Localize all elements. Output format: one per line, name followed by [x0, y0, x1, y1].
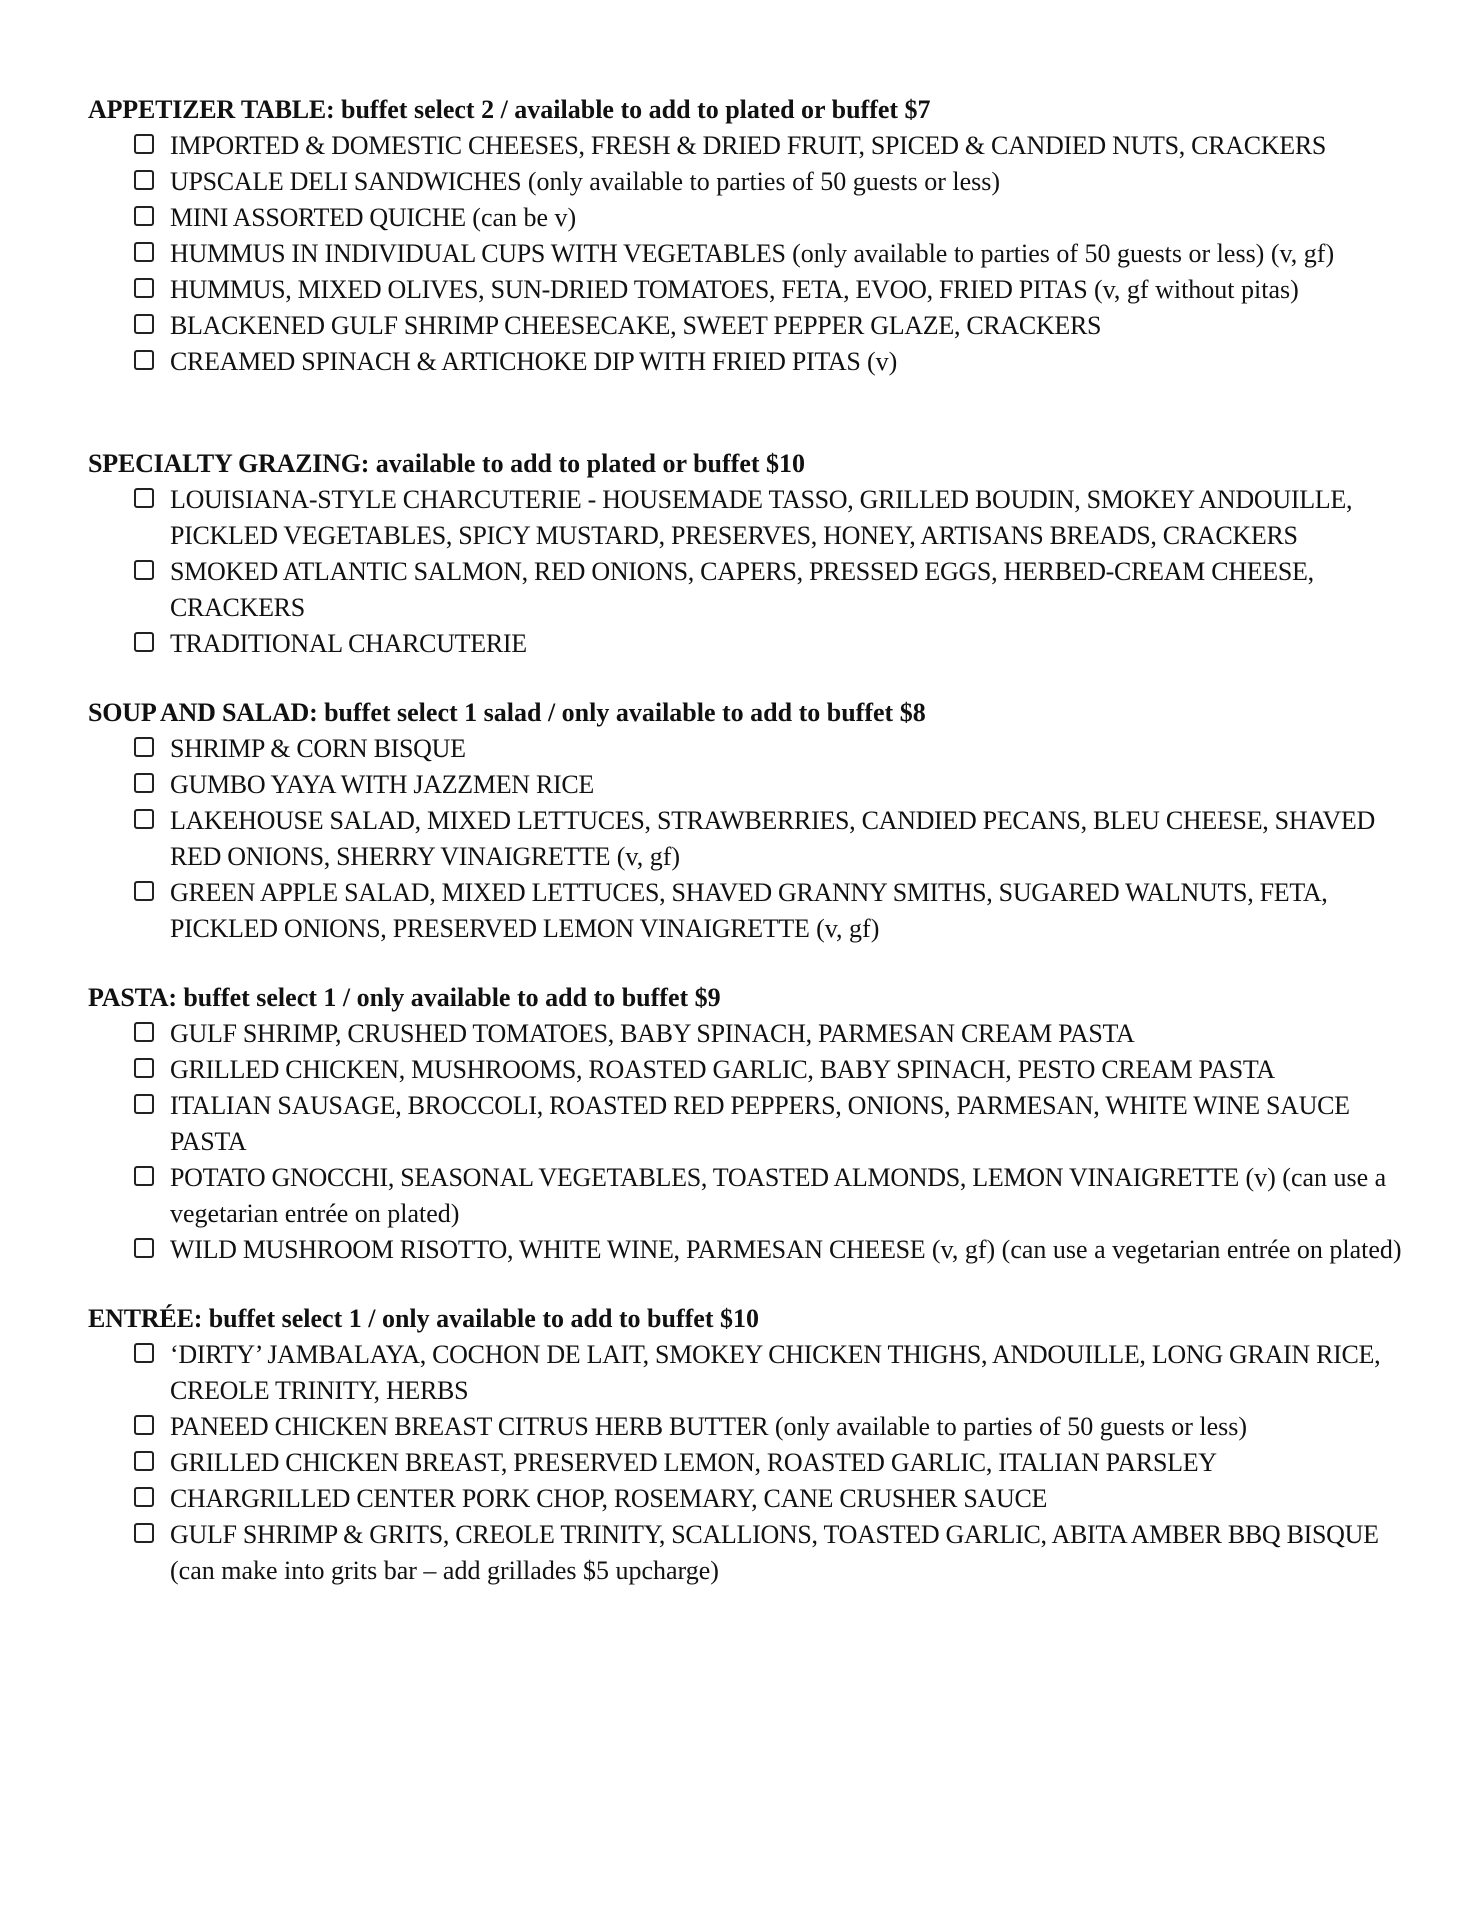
- item-name: GULF SHRIMP & GRITS, CREOLE TRINITY, SCALLIONS, TOASTED GARLIC, ABITA AMBER BBQ BISQUE: [170, 1520, 1379, 1549]
- spacer: [88, 947, 1418, 980]
- checkbox[interactable]: [134, 134, 154, 154]
- section-subtitle: buffet select 1 salad / only available to add to buffet $8: [317, 698, 926, 727]
- item-list: [88, 1016, 1418, 1268]
- menu-item: [134, 731, 1418, 767]
- item-name: PANEED CHICKEN BREAST CITRUS HERB BUTTER: [170, 1412, 769, 1441]
- section-title: SPECIALTY GRAZING:: [88, 449, 370, 478]
- checkbox[interactable]: [134, 1166, 154, 1186]
- item-name: POTATO GNOCCHI, SEASONAL VEGETABLES, TOASTED ALMONDS, LEMON VINAIGRETTE: [170, 1163, 1239, 1192]
- item-name: LAKEHOUSE SALAD, MIXED LETTUCES, STRAWBERRIES, CANDIED PECANS, BLEU CHEESE, SHAVED RED ONIONS, SHERRY VINAIGRETTE: [170, 806, 1375, 871]
- section-subtitle: available to add to plated or buffet $10: [369, 449, 806, 478]
- section-appetizer-table: [88, 92, 1418, 380]
- checkbox[interactable]: [134, 206, 154, 226]
- menu-item: [134, 1481, 1418, 1517]
- menu-item: [134, 236, 1418, 272]
- menu-item: [134, 164, 1418, 200]
- item-name: HUMMUS, MIXED OLIVES, SUN-DRIED TOMATOES, FETA, EVOO, FRIED PITAS: [170, 275, 1088, 304]
- checkbox[interactable]: [134, 1523, 154, 1543]
- menu-item: [134, 1517, 1418, 1589]
- section-heading: [88, 695, 1418, 731]
- item-note: (v, gf): [809, 914, 880, 943]
- item-list: [88, 128, 1418, 380]
- item-name: IMPORTED & DOMESTIC CHEESES, FRESH & DRIED FRUIT, SPICED & CANDIED NUTS, CRACKERS: [170, 131, 1327, 160]
- checkbox[interactable]: [134, 1238, 154, 1258]
- item-name: CHARGRILLED CENTER PORK CHOP, ROSEMARY, CANE CRUSHER SAUCE: [170, 1484, 1048, 1513]
- menu-item: [134, 554, 1418, 626]
- item-list: [88, 482, 1418, 662]
- item-name: BLACKENED GULF SHRIMP CHEESECAKE, SWEET PEPPER GLAZE, CRACKERS: [170, 311, 1102, 340]
- menu-item: [134, 1445, 1418, 1481]
- checkbox[interactable]: [134, 632, 154, 652]
- checkbox[interactable]: [134, 1058, 154, 1078]
- menu-item: [134, 1409, 1418, 1445]
- menu-item: [134, 1337, 1418, 1409]
- item-note: (only available to parties of 50 guests or less): [768, 1412, 1248, 1441]
- menu-item: [134, 1088, 1418, 1160]
- item-note: (v, gf without pitas): [1087, 275, 1299, 304]
- item-note: (only available to parties of 50 guests or less) (v, gf): [785, 239, 1335, 268]
- menu-item: [134, 767, 1418, 803]
- menu-item: [134, 875, 1418, 947]
- checkbox[interactable]: [134, 278, 154, 298]
- menu-item: [134, 128, 1418, 164]
- section-heading: [88, 446, 1418, 482]
- item-name: GULF SHRIMP, CRUSHED TOMATOES, BABY SPINACH, PARMESAN CREAM PASTA: [170, 1019, 1135, 1048]
- item-note: (v) (can use a vegetarian entrée on plated): [170, 1163, 1387, 1228]
- section-heading: [88, 1301, 1418, 1337]
- item-name: GRILLED CHICKEN, MUSHROOMS, ROASTED GARLIC, BABY SPINACH, PESTO CREAM PASTA: [170, 1055, 1275, 1084]
- checkbox[interactable]: [134, 737, 154, 757]
- checkbox[interactable]: [134, 314, 154, 334]
- menu-item: [134, 1160, 1418, 1232]
- item-name: CREAMED SPINACH & ARTICHOKE DIP WITH FRIED PITAS: [170, 347, 861, 376]
- section-soup-and-salad: [88, 695, 1418, 947]
- checkbox[interactable]: [134, 488, 154, 508]
- section-title: ENTRÉE:: [88, 1304, 203, 1333]
- checkbox[interactable]: [134, 773, 154, 793]
- item-name: GREEN APPLE SALAD, MIXED LETTUCES, SHAVED GRANNY SMITHS, SUGARED WALNUTS, FETA, PICKLED ONIONS, PRESERVED LEMON VINAIGRETTE: [170, 878, 1328, 943]
- checkbox[interactable]: [134, 1451, 154, 1471]
- item-name: ‘DIRTY’ JAMBALAYA, COCHON DE LAIT, SMOKEY CHICKEN THIGHS, ANDOUILLE, LONG GRAIN RICE, CREOLE TRINITY, HERBS: [170, 1340, 1381, 1405]
- section-heading: [88, 980, 1418, 1016]
- menu-item: [134, 344, 1418, 380]
- section-entree: [88, 1301, 1418, 1589]
- menu-item: [134, 1052, 1418, 1088]
- item-name: UPSCALE DELI SANDWICHES: [170, 167, 522, 196]
- item-note: (v, gf): [610, 842, 681, 871]
- item-note: (only available to parties of 50 guests or less): [521, 167, 1001, 196]
- checkbox[interactable]: [134, 1487, 154, 1507]
- menu-page: [88, 92, 1418, 1589]
- checkbox[interactable]: [134, 1094, 154, 1114]
- item-name: SMOKED ATLANTIC SALMON, RED ONIONS, CAPERS, PRESSED EGGS, HERBED-CREAM CHEESE, CRACKERS: [170, 557, 1314, 622]
- checkbox[interactable]: [134, 242, 154, 262]
- checkbox[interactable]: [134, 881, 154, 901]
- section-subtitle: buffet select 2 / available to add to plated or buffet $7: [334, 95, 931, 124]
- menu-item: [134, 626, 1418, 662]
- item-name: MINI ASSORTED QUICHE: [170, 203, 466, 232]
- checkbox[interactable]: [134, 350, 154, 370]
- menu-item: [134, 200, 1418, 236]
- menu-item: [134, 482, 1418, 554]
- checkbox[interactable]: [134, 170, 154, 190]
- menu-item: [134, 1232, 1418, 1268]
- checkbox[interactable]: [134, 809, 154, 829]
- spacer: [88, 662, 1418, 695]
- item-name: TRADITIONAL CHARCUTERIE: [170, 629, 527, 658]
- spacer: [88, 1268, 1418, 1301]
- item-list: [88, 731, 1418, 947]
- section-title: PASTA:: [88, 983, 177, 1012]
- item-name: GRILLED CHICKEN BREAST, PRESERVED LEMON, ROASTED GARLIC, ITALIAN PARSLEY: [170, 1448, 1217, 1477]
- item-note: (v): [860, 347, 898, 376]
- item-note: (can be v): [465, 203, 577, 232]
- section-subtitle: buffet select 1 / only available to add to buffet $9: [176, 983, 721, 1012]
- item-name: GUMBO YAYA WITH JAZZMEN RICE: [170, 770, 594, 799]
- menu-item: [134, 803, 1418, 875]
- item-name: SHRIMP & CORN BISQUE: [170, 734, 466, 763]
- section-specialty-grazing: [88, 446, 1418, 662]
- checkbox[interactable]: [134, 1415, 154, 1435]
- checkbox[interactable]: [134, 560, 154, 580]
- checkbox[interactable]: [134, 1022, 154, 1042]
- section-heading: [88, 92, 1418, 128]
- item-name: HUMMUS IN INDIVIDUAL CUPS WITH VEGETABLES: [170, 239, 786, 268]
- menu-item: [134, 272, 1418, 308]
- section-pasta: [88, 980, 1418, 1268]
- item-note: (can make into grits bar – add grillades $5 upcharge): [170, 1556, 719, 1585]
- item-list: [88, 1337, 1418, 1589]
- checkbox[interactable]: [134, 1343, 154, 1363]
- spacer: [88, 380, 1418, 446]
- item-name: ITALIAN SAUSAGE, BROCCOLI, ROASTED RED PEPPERS, ONIONS, PARMESAN, WHITE WINE SAUCE PASTA: [170, 1091, 1350, 1156]
- item-name: WILD MUSHROOM RISOTTO, WHITE WINE, PARMESAN CHEESE: [170, 1235, 926, 1264]
- menu-item: [134, 308, 1418, 344]
- menu-item: [134, 1016, 1418, 1052]
- section-title: APPETIZER TABLE:: [88, 95, 335, 124]
- section-title: SOUP AND SALAD:: [88, 698, 318, 727]
- item-note: (v, gf) (can use a vegetarian entrée on plated): [925, 1235, 1402, 1264]
- item-name: LOUISIANA-STYLE CHARCUTERIE - HOUSEMADE TASSO, GRILLED BOUDIN, SMOKEY ANDOUILLE, PICKLED VEGETABLES, SPICY MUSTARD, PRESERVES, HONEY, ARTISANS BREADS, CRACKERS: [170, 485, 1353, 550]
- section-subtitle: buffet select 1 / only available to add to buffet $10: [202, 1304, 759, 1333]
